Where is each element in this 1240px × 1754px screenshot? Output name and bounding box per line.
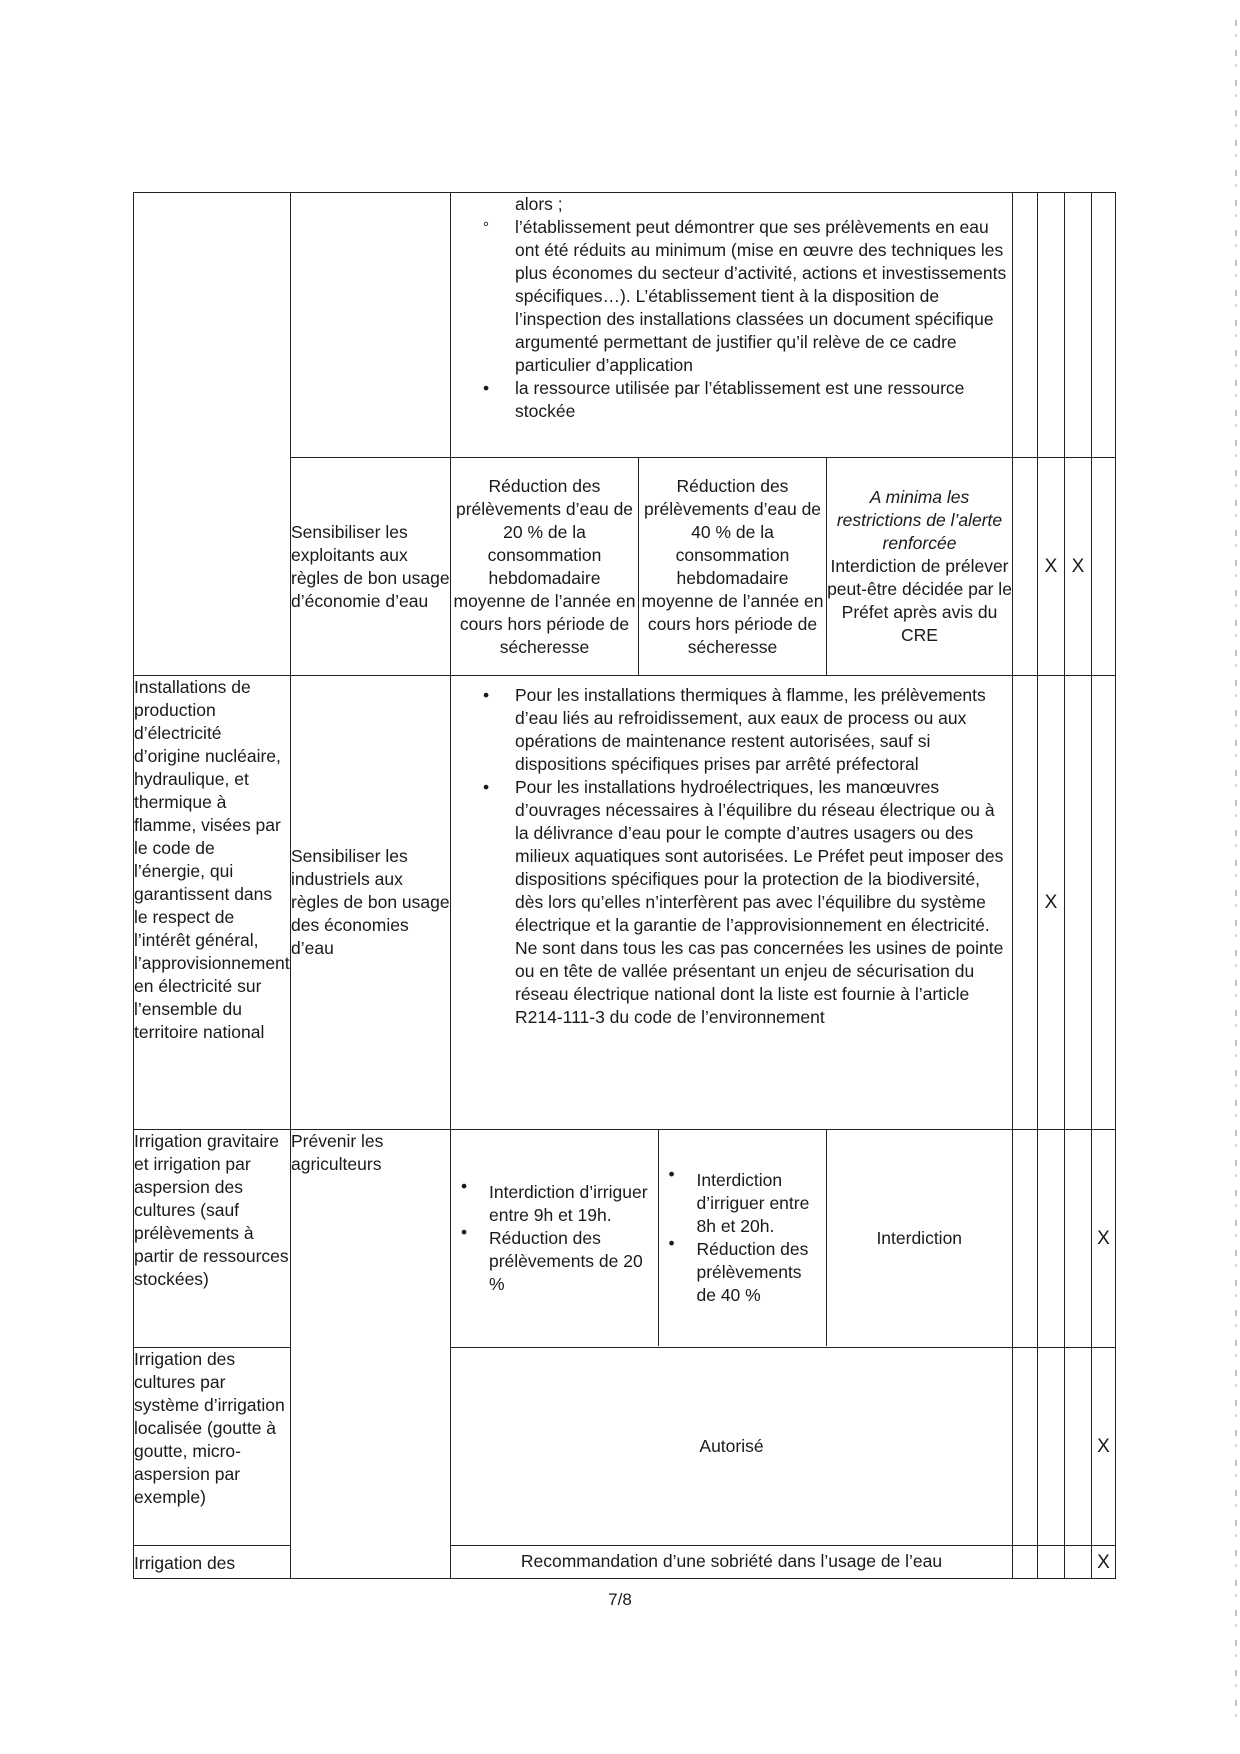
list-item: • Pour les installations thermiques à flamme, les prélèvements d’eau liés au refroidissement, aux eaux de process ou aux opérations de maintenance restent autorisées, sauf si dispositions spécifiques prises par arrêté préfectoral <box>515 684 1008 776</box>
mark-cell: X <box>1038 458 1065 676</box>
measure-cell <box>451 676 1013 1130</box>
page-number: 7/8 <box>608 1590 632 1609</box>
table-row <box>134 193 1116 458</box>
crise-text: Interdiction de prélever peut-être décidée par le Préfet après avis du CRE <box>827 556 1012 645</box>
table-row <box>134 1348 1116 1546</box>
mark-cell <box>1038 1130 1065 1348</box>
mark-cell <box>1065 1348 1092 1546</box>
category-cell: Irrigation des cultures par système d’irrigation localisée (goutte à goutte, micro-aspersion par exemple) <box>134 1348 291 1546</box>
category-cell: Installations de production d’électricité d’origine nucléaire, hydraulique, et thermique à flamme, visées par le code de l’énergie, qui garantissent dans le respect de l’intérêt général, l’approvisionnement en électricité sur l’ensemble du territoire national <box>134 676 291 1130</box>
list-item: • Interdiction d’irriguer entre 8h et 20h. <box>697 1169 822 1238</box>
list-item: ° l’établissement peut démontrer que ses prélèvements en eau ont été réduits au minimum (mise en œuvre des techniques les plus économes du secteur d’activité, actions et investissements spécifiques…). L’établissement tient à la disposition de l’inspection des installations classées un document spécifique argumenté permettant de justifier qu’il relève de ce cadre particulier d’application <box>515 216 1008 377</box>
mark-cell: X <box>1065 458 1092 676</box>
mark-cell <box>1013 1546 1038 1579</box>
level-alerte-renforcee-cell: Réduction des prélèvements d’eau de 40 % de la consommation hebdomadaire moyenne de l’année en cours hors période de sécheresse <box>639 458 827 676</box>
list-item: • Pour les installations hydroélectriques, les manœuvres d’ouvrages nécessaires à l’équilibre du réseau électrique ou à la délivrance d’eau pour le compte d’autres usagers ou des milieux aquatiques sont autorisées. Le Préfet peut imposer des dispositions spécifiques pour la protection de la biodiversité, dès lors qu’elles n’interfèrent pas avec l’équilibre du système électrique et la garantie de l’approvisionnement en électricité. Ne sont dans tous les cas pas concernées les usines de pointe ou en tête de vallée présentant un enjeu de sécurisation du réseau électrique national dont la liste est fournie à l’article R214-111-3 du code de l’environnement <box>515 776 1008 1029</box>
mark-cell <box>1013 458 1038 676</box>
mark-cell <box>1065 1130 1092 1348</box>
restrictions-table <box>133 192 1116 1579</box>
table-row <box>134 1130 1116 1348</box>
list-item: • Interdiction d’irriguer entre 9h et 19h. <box>489 1181 654 1227</box>
category-cell-empty <box>134 193 291 676</box>
mark-cell <box>1013 193 1038 458</box>
mark-cell: X <box>1092 1130 1116 1348</box>
mark-cell <box>1013 676 1038 1130</box>
list-item: • Réduction des prélèvements de 40 % <box>697 1238 822 1307</box>
crise-italic-text: A minima les restrictions de l’alerte renforcée <box>836 487 1003 553</box>
level-alerte-cell <box>451 1130 658 1346</box>
level-crise-cell <box>827 458 1013 676</box>
measure-cell: Autorisé <box>451 1348 1013 1546</box>
mark-cell <box>1092 458 1116 676</box>
table-row <box>134 676 1116 1130</box>
mark-cell <box>1092 193 1116 458</box>
mark-cell: X <box>1092 1546 1116 1579</box>
mark-cell <box>1038 1546 1065 1579</box>
mark-cell: X <box>1038 676 1065 1130</box>
mark-cell <box>1092 676 1116 1130</box>
mark-cell <box>1038 193 1065 458</box>
objective-cell: Prévenir les agriculteurs <box>291 1130 451 1579</box>
list-item: • la ressource utilisée par l’établissement est une ressource stockée <box>515 377 1008 423</box>
mark-cell <box>1065 1546 1092 1579</box>
scan-edge-artifact <box>1235 20 1237 1730</box>
level-alerte-cell: Réduction des prélèvements d’eau de 20 % de la consommation hebdomadaire moyenne de l’année en cours hors période de sécheresse <box>451 458 639 676</box>
level-alerte-renforcee-cell <box>658 1130 826 1346</box>
mark-cell <box>1038 1348 1065 1546</box>
continuation-first-line: alors ; <box>515 194 563 214</box>
mark-cell <box>1065 676 1092 1130</box>
measure-cell: Recommandation d’une sobriété dans l’usage de l’eau <box>451 1546 1013 1579</box>
measure-cell <box>451 1130 1013 1348</box>
table-row <box>134 1546 1116 1579</box>
objective-cell: Sensibiliser les industriels aux règles de bon usage des économies d’eau <box>291 676 451 1130</box>
mark-cell <box>1065 193 1092 458</box>
category-cell: Irrigation des <box>134 1546 291 1579</box>
objective-cell-empty <box>291 193 451 458</box>
measure-cell-continuation <box>451 193 1013 458</box>
mark-cell: X <box>1092 1348 1116 1546</box>
level-crise-cell: Interdiction <box>826 1130 1012 1346</box>
mark-cell <box>1013 1130 1038 1348</box>
mark-cell <box>1013 1348 1038 1546</box>
list-item: • Réduction des prélèvements de 20 % <box>489 1227 654 1296</box>
objective-cell: Sensibiliser les exploitants aux règles de bon usage d’économie d’eau <box>291 458 451 676</box>
category-cell: Irrigation gravitaire et irrigation par aspersion des cultures (sauf prélèvements à partir de ressources stockées) <box>134 1130 291 1348</box>
